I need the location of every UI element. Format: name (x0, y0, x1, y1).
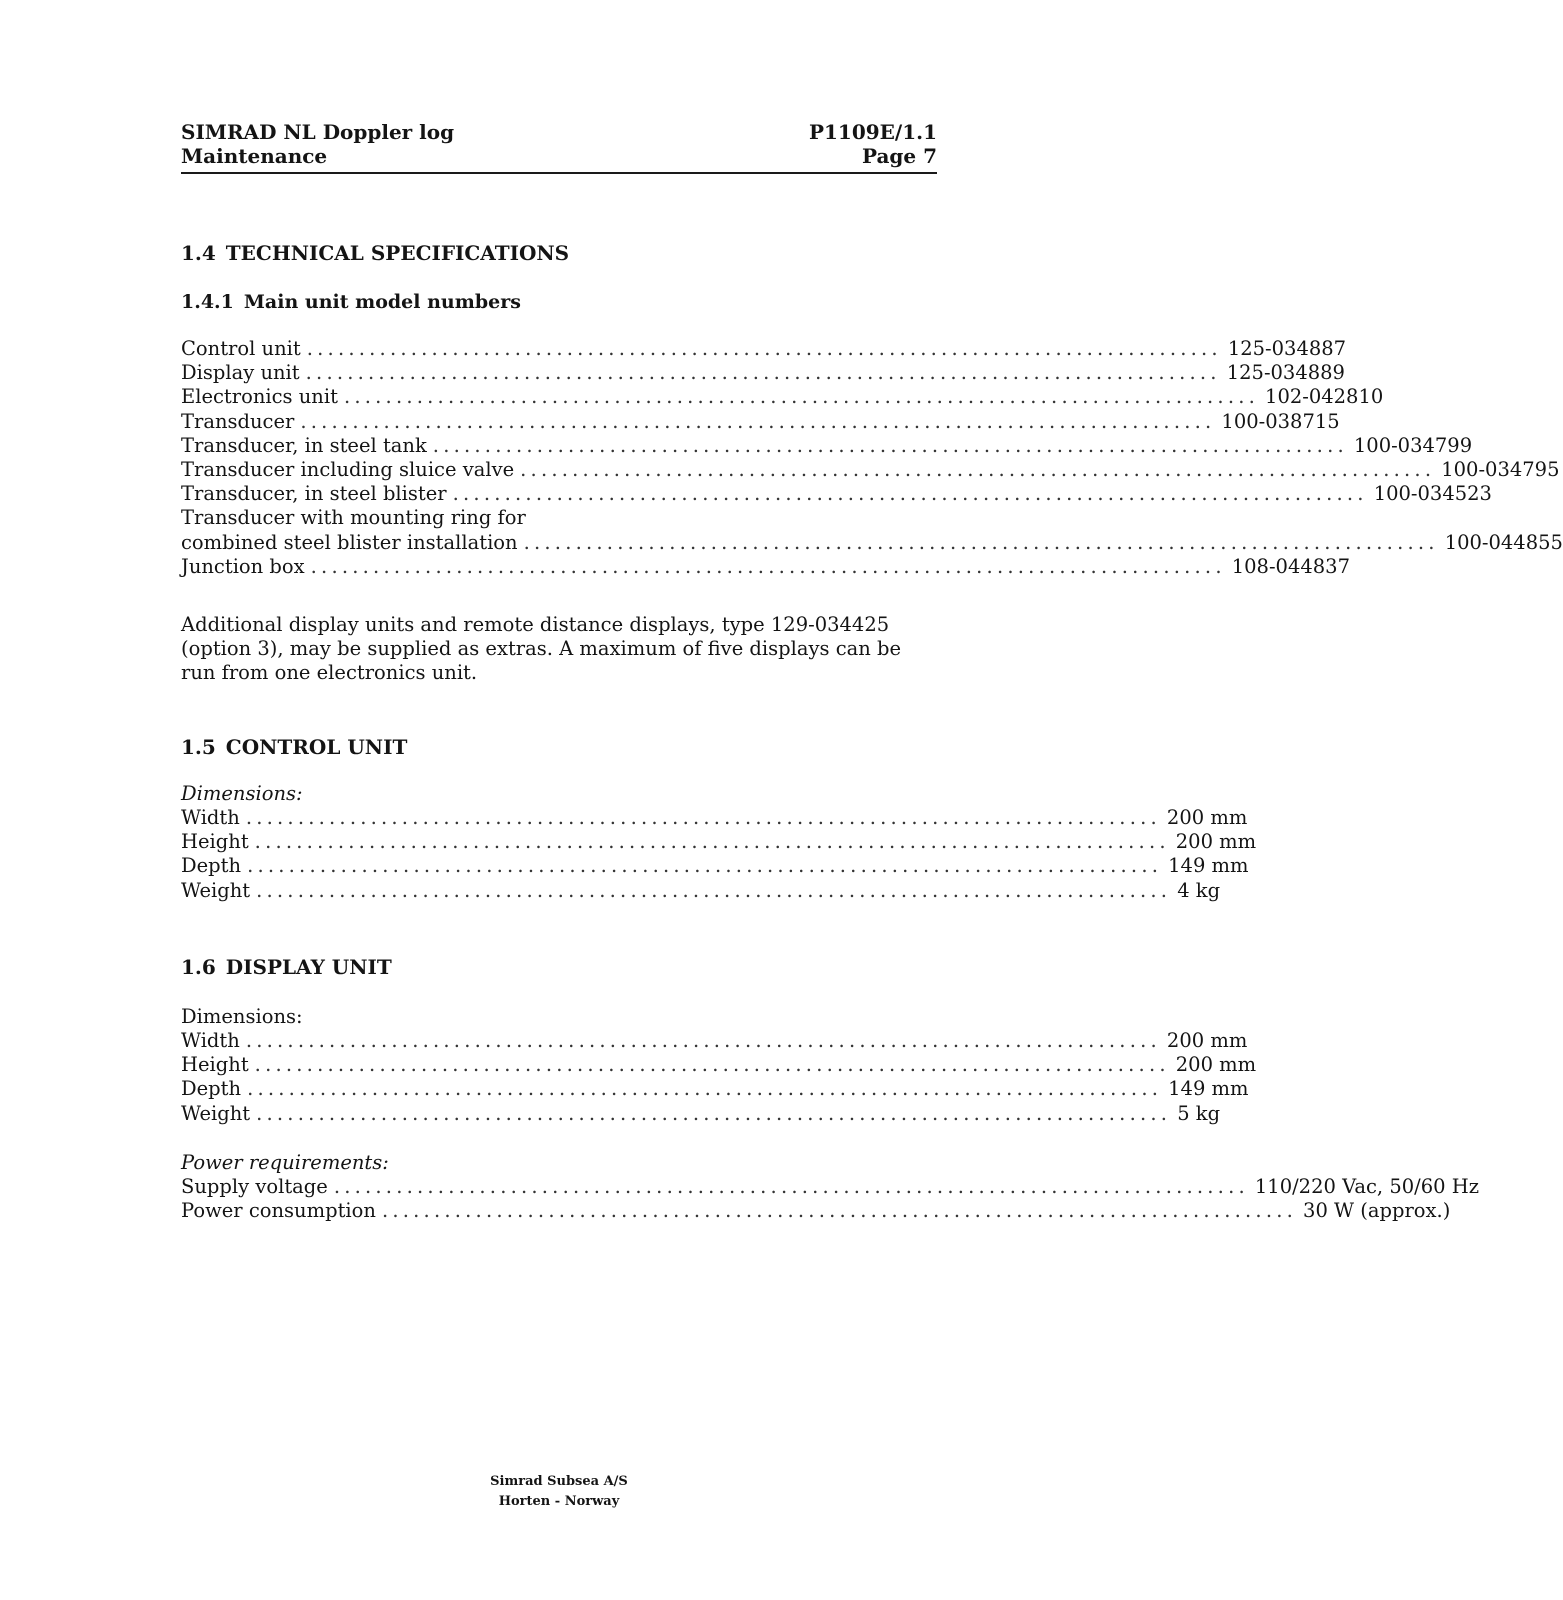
spec-row: Transducer, in steel tank ........................................................................................ 100-034799 (181, 433, 1473, 457)
spec-row: Transducer with mounting ring for (181, 506, 526, 530)
leader-dots: ........................................................................................ (520, 458, 1436, 482)
leader-dots: ........................................................................................ (523, 530, 1439, 554)
document-title: SIMRAD NL Doppler log (181, 120, 455, 144)
spec-row: Height ........................................................................................ 200 mm (181, 1053, 1257, 1077)
leader-dots: ........................................................................................ (306, 337, 1222, 360)
dimensions-caption: Dimensions: (181, 1005, 303, 1028)
section-heading-1-4: 1.4 TECHNICAL SPECIFICATIONS (181, 241, 570, 265)
document-chapter: Maintenance (181, 144, 328, 168)
power-requirements-caption: Power requirements: (181, 1151, 389, 1174)
section-heading-1-5: 1.5 CONTROL UNIT (181, 735, 408, 759)
section-heading-1-6: 1.6 DISPLAY UNIT (181, 955, 392, 979)
leader-dots: ........................................................................................ (381, 1199, 1298, 1223)
company-name: Simrad Subsea A/S (490, 1474, 628, 1489)
document-page (181, 0, 1563, 1600)
leader-dots: ........................................................................................ (300, 409, 1216, 433)
spec-row: Weight ........................................................................................ 5 kg (181, 1101, 1221, 1125)
leader-dots: ........................................................................................ (247, 1077, 1163, 1101)
leader-dots: ........................................................................................ (256, 1101, 1172, 1125)
display-unit-dimensions-list (181, 1029, 1257, 1126)
spec-row: Weight ........................................................................................ 4 kg (181, 878, 1221, 902)
spec-row: Width ........................................................................................ 200 mm (181, 1029, 1248, 1052)
page-footer (441, 1472, 677, 1512)
leader-dots: ........................................................................................ (310, 554, 1226, 578)
leader-dots: ........................................................................................ (333, 1175, 1249, 1198)
spec-row: combined steel blister installation ........................................................................................ 100-044855 (181, 530, 1563, 554)
leader-dots: ........................................................................................ (245, 806, 1161, 829)
company-location: Horten - Norway (498, 1494, 620, 1509)
leader-dots: ........................................................................................ (254, 1053, 1170, 1077)
spec-row: Power consumption ........................................................................................ 30 W (approx.) (181, 1199, 1451, 1223)
spec-row: Width ........................................................................................ 200 mm (181, 806, 1248, 829)
power-requirements-list (181, 1175, 1480, 1223)
spec-row: Display unit ........................................................................................ 125-034889 (181, 361, 1345, 385)
leader-dots: ........................................................................................ (432, 433, 1348, 457)
leader-dots: ........................................................................................ (452, 482, 1368, 506)
spec-row: Junction box ........................................................................................ 108-044837 (181, 554, 1350, 578)
leader-dots: ........................................................................................ (256, 878, 1172, 902)
spec-row: Transducer ........................................................................................ 100-038715 (181, 409, 1340, 433)
spec-row: Height ........................................................................................ 200 mm (181, 830, 1257, 854)
model-number-list (181, 337, 1563, 579)
leader-dots: ........................................................................................ (343, 385, 1260, 409)
spec-row: Depth ........................................................................................ 149 mm (181, 1077, 1249, 1101)
spec-row: Control unit ........................................................................................ 125-034887 (181, 337, 1347, 360)
dimensions-caption: Dimensions: (181, 782, 303, 805)
leader-dots: ........................................................................................ (305, 361, 1221, 385)
spec-row: Supply voltage ........................................................................................ 110/220 Vac, 50/60 Hz (181, 1175, 1480, 1198)
leader-dots: ........................................................................................ (245, 1029, 1161, 1052)
page-header (181, 120, 937, 174)
spec-row: Transducer including sluice valve ........................................................................................ 100-034795 (181, 458, 1560, 482)
section-heading-1-4-1: 1.4.1 Main unit model numbers (181, 291, 521, 313)
additional-displays-note: Additional display units and remote distance displays, type 129-034425 (option 3), may be supplied as extras. A maximum of five displays can be run from one electronics unit. (181, 613, 902, 685)
page-number: Page 7 (861, 144, 937, 168)
leader-dots: ........................................................................................ (254, 830, 1170, 854)
control-unit-dimensions-list (181, 806, 1257, 903)
spec-row: Depth ........................................................................................ 149 mm (181, 854, 1249, 878)
spec-row: Electronics unit ........................................................................................ 102-042810 (181, 385, 1384, 409)
document-number: P1109E/1.1 (808, 120, 937, 144)
leader-dots: ........................................................................................ (247, 854, 1163, 878)
spec-row: Transducer, in steel blister ........................................................................................ 100-034523 (181, 482, 1492, 506)
